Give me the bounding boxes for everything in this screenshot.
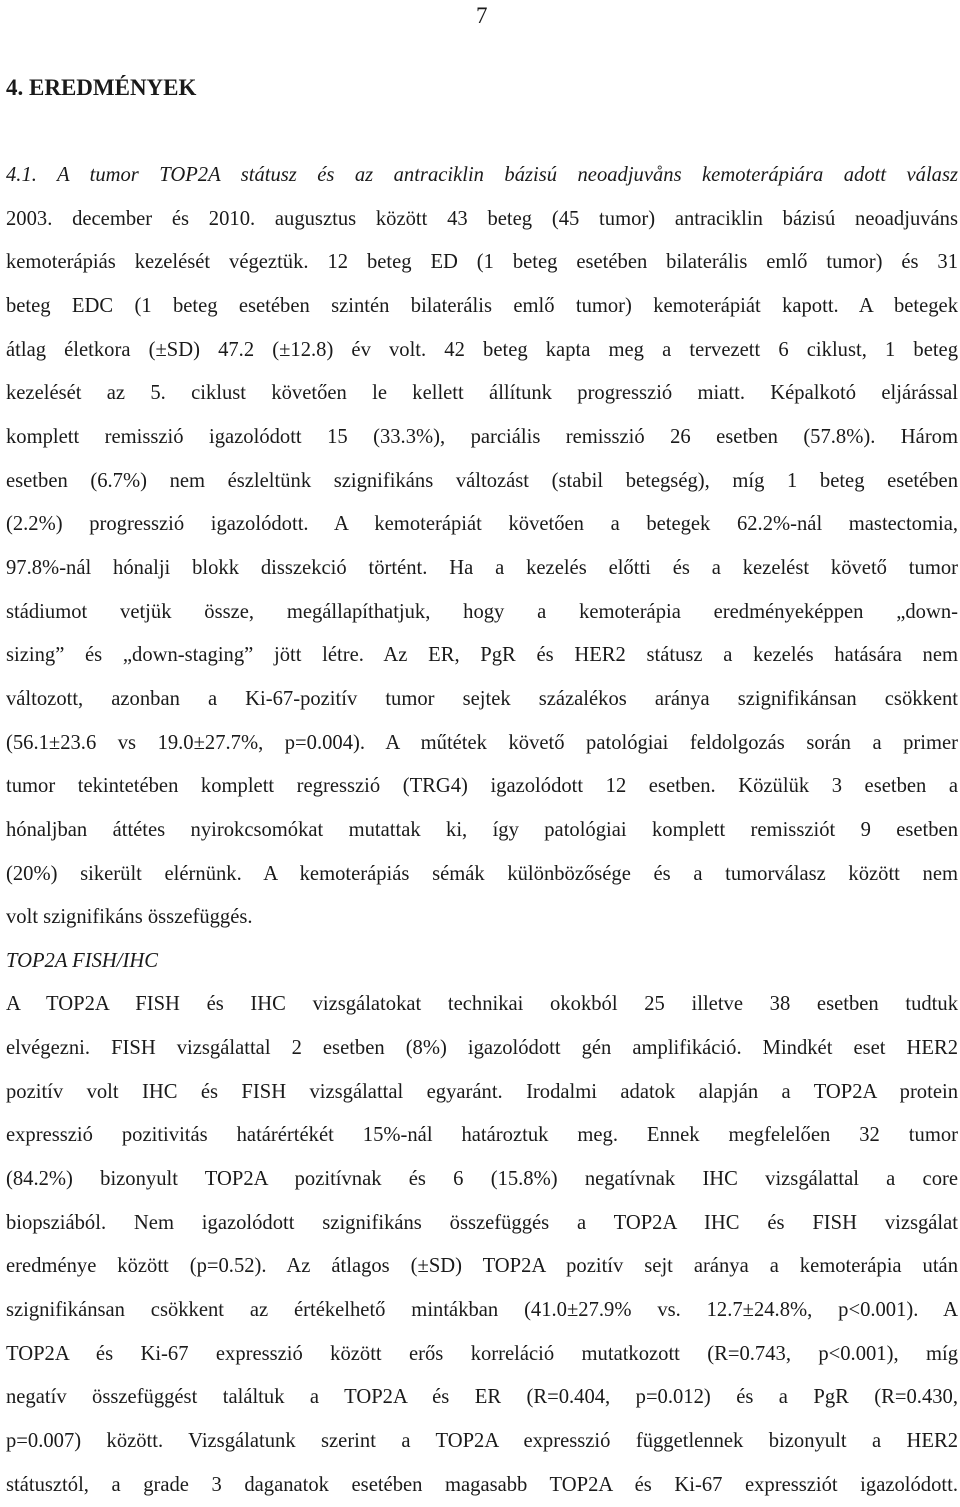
paragraph-line: státusztól, a grade 3 daganatok esetében magasabb TOP2A és Ki-67 expressziót igazolódott. [6, 1473, 958, 1496]
paragraph-line: 97.8%-nál hónalji blokk disszekció történt. Ha a kezelés előtti és a kezelést követő tumor [6, 556, 958, 579]
paragraph-line: biopsziából. Nem igazolódott szignifikáns összefüggés a TOP2A IHC és FISH vizsgálat [6, 1211, 958, 1234]
paragraph-line: (56.1±23.6 vs 19.0±27.7%, p=0.004). A műtétek követő patológiai feldolgozás során a primer [6, 731, 958, 754]
paragraph-line: negatív összefüggést találtuk a TOP2A és ER (R=0.404, p=0.012) és a PgR (R=0.430, [6, 1386, 958, 1409]
paragraph-line: tumor tekintetében komplett regresszió (TRG4) igazolódott 12 esetben. Közülük 3 esetben a [6, 775, 958, 798]
paragraph-line: elvégezni. FISH vizsgálattal 2 esetben (8%) igazolódott gén amplifikáció. Mindkét eset HER2 [6, 1037, 958, 1060]
paragraph-line: p=0.007) között. Vizsgálatunk szerint a TOP2A expresszió függetlennek bizonyult a HER2 [6, 1430, 958, 1453]
paragraph-line: (2.2%) progresszió igazolódott. A kemoterápiát követően a betegek 62.2%-nál mastectomia, [6, 513, 958, 536]
paragraph-line: átlag életkora (±SD) 47.2 (±12.8) év volt. 42 beteg kapta meg a tervezett 6 ciklust, 1 beteg [6, 338, 958, 361]
page-number: 7 [476, 3, 488, 28]
paragraph-line: (20%) sikerült elérnünk. A kemoterápiás sémák különbözősége és a tumorválasz között nem [6, 862, 958, 885]
paragraph-line: változott, azonban a Ki-67-pozitív tumor sejtek százalékos aránya szignifikánsan csökkent [6, 687, 958, 710]
paragraph-line: stádiumot vetjük össze, megállapíthatjuk, hogy a kemoterápia eredményeképpen „down- [6, 600, 958, 623]
paragraph-line: A TOP2A FISH és IHC vizsgálatokat technikai okokból 25 illetve 38 esetben tudtuk [6, 993, 958, 1016]
paragraph-line: eredménye között (p=0.52). Az átlagos (±SD) TOP2A pozitív sejt aránya a kemoterápia után [6, 1255, 958, 1278]
section-heading-line: 4.1. A tumor TOP2A státusz és az antraciklin bázisú neoadjuvåns kemoterápiára adott válasz [6, 164, 958, 186]
paragraph-line: pozitív volt IHC és FISH vizsgálattal egyaránt. Irodalmi adatok alapján a TOP2A protein [6, 1080, 958, 1103]
paragraph-line: szignifikánsan csökkent az értékelhető mintákban (41.0±27.9% vs. 12.7±24.8%, p<0.001). A [6, 1299, 958, 1322]
chapter-heading: 4. EREDMÉNYEK [6, 75, 197, 100]
paragraph-line: TOP2A és Ki-67 expresszió között erős korreláció mutatkozott (R=0.743, p<0.001), míg [6, 1342, 958, 1365]
paragraph-line: expresszió pozitivitás határértékét 15%-nál határoztuk meg. Ennek megfelelően 32 tumor [6, 1124, 958, 1147]
paragraph-line: 2003. december és 2010. augusztus között 43 beteg (45 tumor) antraciklin bázisú neoadjuváns [6, 207, 958, 230]
paragraph-line: komplett remisszió igazolódott 15 (33.3%), parciális remisszió 26 esetben (57.8%). Három [6, 425, 958, 448]
section-heading-line: TOP2A FISH/IHC [6, 949, 158, 972]
paragraph-line: kezelését az 5. ciklust követően le kellett állítunk progresszió miatt. Képalkotó eljárással [6, 382, 958, 405]
paragraph-line: kemoterápiás kezelését végeztük. 12 beteg ED (1 beteg esetében bilaterális emlő tumor) és 31 [6, 251, 958, 274]
paragraph-line: (84.2%) bizonyult TOP2A pozitívnak és 6 (15.8%) negatívnak IHC vizsgálattal a core [6, 1168, 958, 1191]
paragraph-line: volt szignifikáns összefüggés. [6, 906, 253, 929]
body-text [6, 154, 958, 1507]
paragraph-line: sizing” és „down-staging” jött létre. Az ER, PgR és HER2 státusz a kezelés hatására nem [6, 644, 958, 667]
paragraph-line: esetben (6.7%) nem észleltünk szignifikáns változást (stabil betegség), míg 1 beteg esetében [6, 469, 958, 492]
paragraph-line: beteg EDC (1 beteg esetében szintén bilaterális emlő tumor) kemoterápiát kapott. A betegek [6, 294, 958, 317]
paragraph-line: hónaljban áttétes nyirokcsomókat mutattak ki, így patológiai komplett remissziót 9 esetben [6, 818, 958, 841]
